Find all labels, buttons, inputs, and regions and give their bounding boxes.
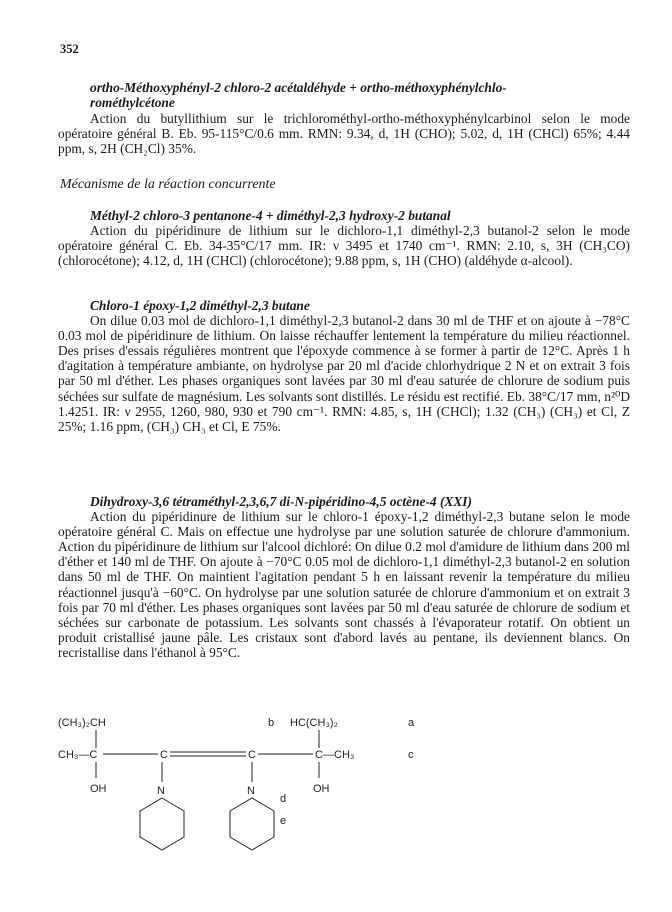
entry-4-body: Action du pipéridinure de lithium sur le chloro-1 époxy-1,2 diméthyl-2,3 butane selon le mode opératoire général C. Mais on effectue une hydrolyse par une solution saturée de chlorure d'ammonium. Action du pipéridinure de lithium sur l'alcool dichloré: On dilue 0.2 mol d'amidure de lithium dans 200 ml d'éther et 140 ml de THF. On ajoute à −70°C 0.05 mol de dichloro-1,1 diméthyl-2,3 butanol-2 en solution dans 50 ml de THF. On maintient l'agitation pendant 5 h en laissant revenir la température du milieu réactionnel jusqu'à −60°C. On hydrolyse par une solution saturée de chlorure d'ammonium et on extrait 3 fois par 70 ml d'éther. Les phases organiques sont lavées par 50 ml d'eau saturée de chlorure de sodium et séchées sur carbonate de potassium. Les solvants sont chassés à l'évaporateur rotatif. On obtient un produit cristallisé jaune pâle. Les cristaux sont d'abord lavés au pentane, ils deviennent blancs. On recristallise dans l'éthanol à 95°C. [58, 509, 630, 660]
entry-1-body-block [58, 111, 630, 156]
section-title: Mécanisme de la réaction concurrente [60, 177, 276, 192]
entry-3-body: On dilue 0.03 mol de dichloro-1,1 diméthyl-2,3 butanol-2 dans 30 ml de THF et on ajoute à −78°C 0.03 mol de pipéridinure de lithium. On laisse réchauffer lentement la température du milieu réactionnel. Des prises d'essais régulières montrent que l'époxyde commence à se former à partir de 12°C. Après 1 h d'agitation à température ambiante, on hydrolyse par 20 ml d'acide chlorhydrique 2 N et on extrait 3 fois par 50 ml d'éther. Les phases organiques sont lavées par 30 ml d'eau saturée de chlorure de sodium puis séchées sur sulfate de magnésium. Les solvants sont distillés. Le résidu est rectifié. Eb. 38°C/17 mm, n²⁰D 1.4251. IR: ν 2955, 1260, 980, 930 et 790 cm⁻¹. RMN: 4.85, s, 1H (CHCl); 1.32 (CH₃) (CH₃) et Cl, Z 25%; 1.16 ppm, (CH₃) CH₃ et Cl, E 75%. [58, 313, 630, 434]
piperidine-ring-2 [230, 798, 274, 850]
entry-3-title: Chloro-1 époxy-1,2 diméthyl-2,3 butane [90, 298, 310, 313]
label-c: c [408, 749, 414, 761]
right-carbon: C [315, 749, 323, 761]
left-methyl-carbon: CH₃—C [58, 749, 98, 761]
right-methyl: —CH₃ [323, 749, 355, 761]
left-oh-label: OH [90, 783, 107, 795]
entry-4 [58, 494, 630, 660]
label-b: b [268, 717, 275, 729]
entry-1-title-line2: rométhylcétone [90, 95, 175, 111]
entry-1 [90, 80, 630, 110]
nitrogen-1: N [157, 785, 165, 797]
nitrogen-2: N [247, 785, 255, 797]
label-d: d [280, 793, 287, 805]
structure-diagram [58, 712, 638, 882]
entry-2 [58, 208, 630, 268]
right-isopropyl-label: HC(CH₃)₂ [290, 717, 338, 729]
entry-2-title: Méthyl-2 chloro-3 pentanone-4 + diméthyl-2,3 hydroxy-2 butanal [90, 208, 451, 223]
entry-1-body: Action du butyllithium sur le trichlorométhyl-ortho-méthoxyphénylcarbinol selon le mode opératoire général B. Eb. 95-115°C/0.6 mm. RMN: 9.34, d, 1H (CHO); 5.02, d, 1H (CHCl) 65%; 4.44 ppm, s, 2H (CH₂Cl) 35%. [58, 111, 630, 157]
label-e: e [280, 815, 287, 827]
carbon-1: C [160, 749, 168, 761]
carbon-2: C [248, 749, 256, 761]
page-number: 352 [60, 42, 79, 56]
entry-4-title: Dihydroxy-3,6 tétraméthyl-2,3,6,7 di-N-pipéridino-4,5 octène-4 (XXI) [90, 494, 472, 509]
right-oh-label: OH [313, 783, 330, 795]
entry-2-body: Action du pipéridinure de lithium sur le dichloro-1,1 diméthyl-2,3 butanol-2 selon le mode opératoire général C. Eb. 34-35°C/17 mm. IR: ν 3495 et 1740 cm⁻¹. RMN: 2.10, s, 3H (CH₃CO) (chlorocétone); 4.12, d, 1H (CHCl) (chlorocétone); 9.88 ppm, s, 1H (CHO) (aldéhyde α-alcool). [58, 223, 630, 269]
label-a: a [408, 717, 415, 729]
entry-3 [58, 298, 630, 434]
piperidine-ring-1 [140, 798, 184, 850]
entry-1-title-line1: ortho-Méthoxyphényl-2 chloro-2 acétaldéhyde + ortho-méthoxyphénylchlo- [90, 80, 507, 95]
left-isopropyl-label: (CH₃)₂CH [58, 717, 106, 729]
